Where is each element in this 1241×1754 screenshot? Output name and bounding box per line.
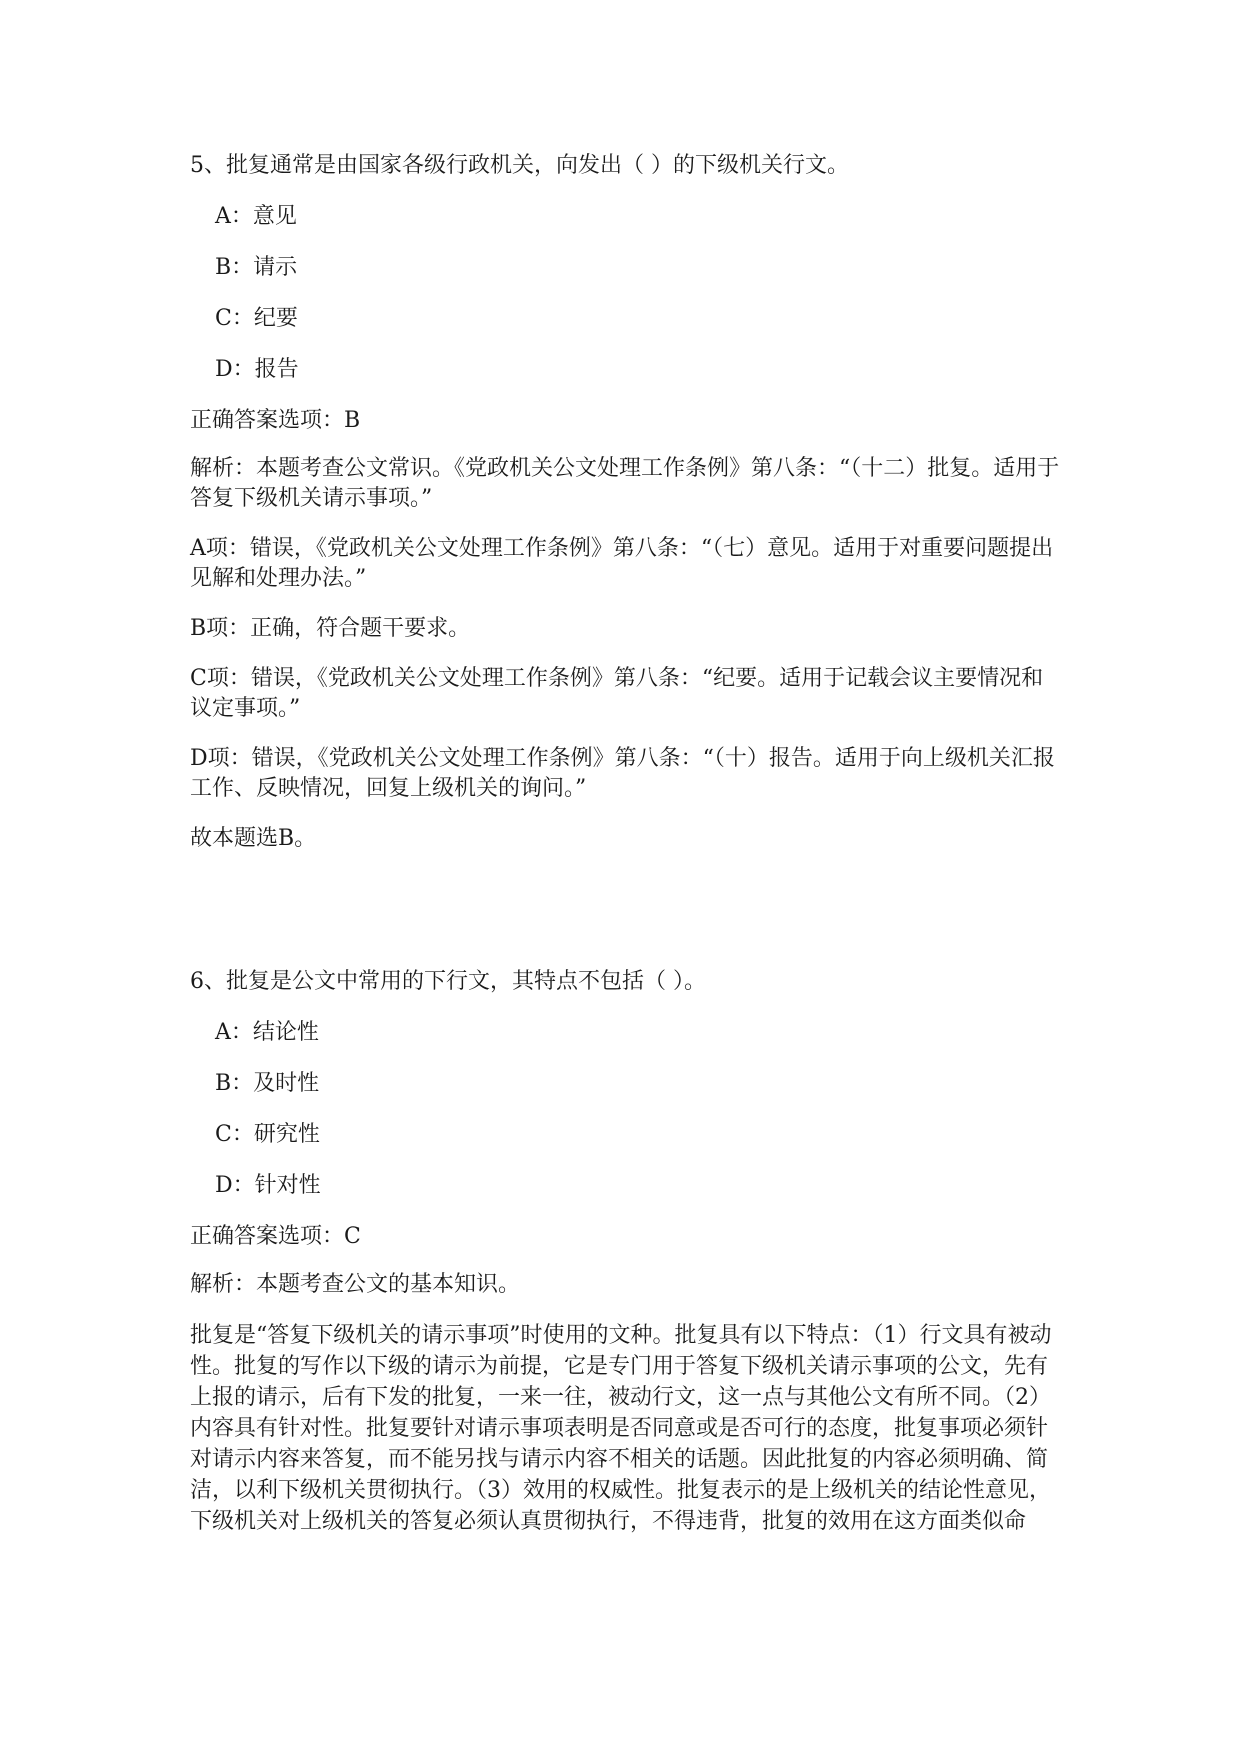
correct-answer: 正确答案选项：B	[190, 408, 361, 433]
option-b: B：及时性	[215, 1071, 320, 1096]
analysis-conclusion: 故本题选B。	[190, 826, 317, 851]
question-title: 6、批复是公文中常用的下行文，其特点不包括（ ）。	[190, 969, 706, 994]
option-a: A：结论性	[215, 1020, 319, 1045]
analysis-paragraph: D项：错误，《党政机关公文处理工作条例》第八条：“（十）报告。适用于向上级机关汇报工作、反映情况，回复上级机关的询问。”	[190, 746, 1055, 801]
correct-answer: 正确答案选项：C	[190, 1224, 361, 1249]
analysis-paragraph: B项：正确，符合题干要求。	[190, 616, 471, 641]
question-separator	[190, 874, 1060, 964]
option-a: A：意见	[215, 204, 297, 229]
document-page	[190, 148, 1060, 1557]
analysis-paragraph: 解析：本题考查公文常识。《党政机关公文处理工作条例》第八条：“（十二）批复。适用于答复下级机关请示事项。”	[190, 456, 1060, 511]
option-d: D：针对性	[215, 1173, 321, 1198]
analysis-paragraph: C项：错误，《党政机关公文处理工作条例》第八条：“纪要。适用于记载会议主要情况和议定事项。”	[190, 666, 1044, 721]
analysis-paragraph: 解析：本题考查公文的基本知识。	[190, 1272, 521, 1297]
option-b: B：请示	[215, 255, 298, 280]
question-5	[190, 148, 1060, 854]
analysis-paragraph: A项：错误，《党政机关公文处理工作条例》第八条：“（七）意见。适用于对重要问题提出见解和处理办法。”	[190, 536, 1054, 591]
option-c: C：研究性	[215, 1122, 320, 1147]
question-title: 5、批复通常是由国家各级行政机关，向发出（ ）的下级机关行文。	[190, 153, 849, 178]
option-c: C：纪要	[215, 306, 298, 331]
option-d: D：报告	[215, 357, 299, 382]
question-6	[190, 964, 1060, 1537]
analysis-paragraph: 批复是“答复下级机关的请示事项”时使用的文种。批复具有以下特点：（1）行文具有被动性。批复的写作以下级的请示为前提，它是专门用于答复下级机关请示事项的公文，先有上报的请示，后有下发的批复，一来一往，被动行文，这一点与其他公文有所不同。（2）内容具有针对性。批复要针对请示事项表明是否同意或是否可行的态度，批复事项必须针对请示内容来答复，而不能另找与请示内容不相关的话题。因此批复的内容必须明确、简洁，以利下级机关贯彻执行。（3）效用的权威性。批复表示的是上级机关的结论性意见，下级机关对上级机关的答复必须认真贯彻执行，不得违背，批复的效用在这方面类似命	[190, 1323, 1052, 1534]
